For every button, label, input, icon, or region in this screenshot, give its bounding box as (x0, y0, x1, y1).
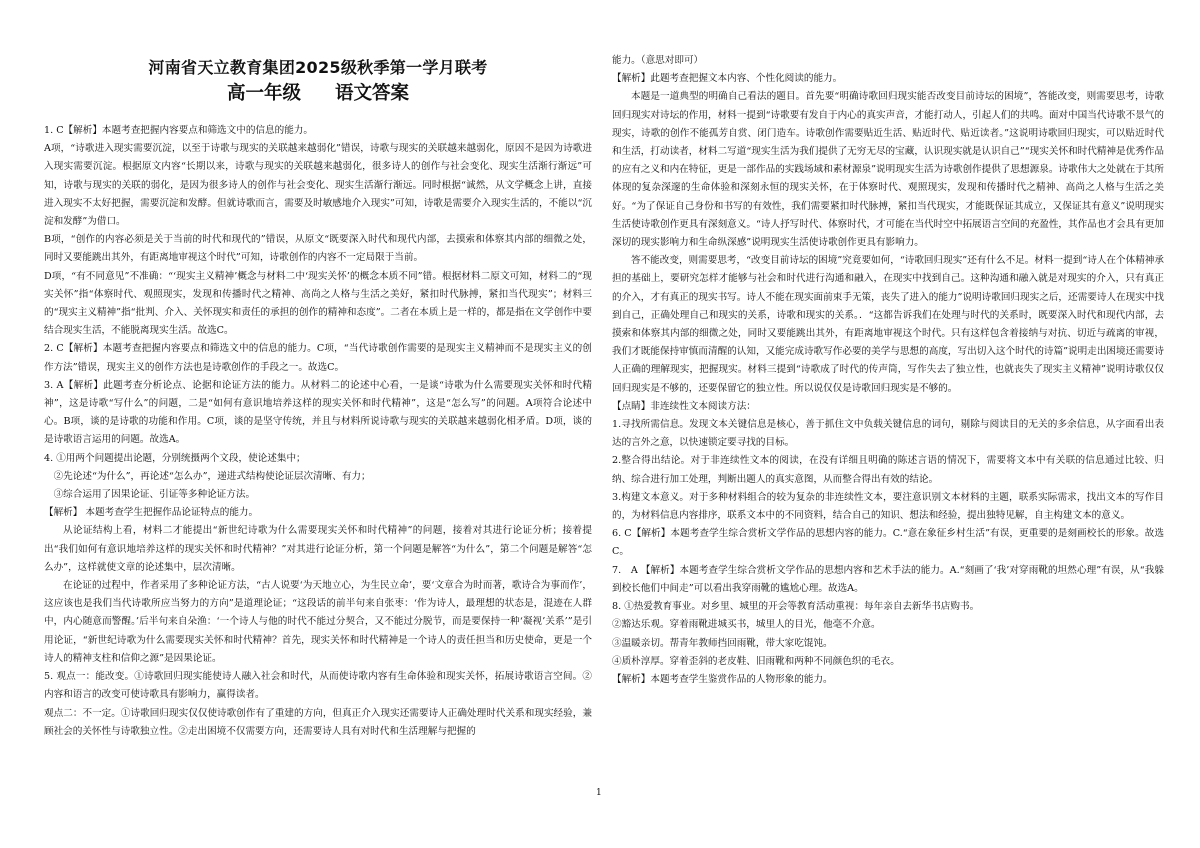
answer-paragraph: 【点睛】非连续性文本阅读方法： (612, 400, 756, 412)
right-column (612, 0, 1164, 689)
answer-paragraph: 1.寻找所需信息。发现文本关键信息是核心，善于抓住文中负载关键信息的词句，剔除与阅读目的无关的多余信息，从字面看出表达的言外之意，以快速锁定要寻找的目标。 (612, 419, 1164, 449)
answer-paragraph: 【解析】本题考查学生鉴赏作品的人物形象的能力。 (612, 673, 833, 685)
left-column (44, 0, 592, 741)
answer-paragraph: 8. ①热爱教育事业。对乡里、城里的开会等教育活动重视：每年亲自去新华书店购书。 (612, 601, 980, 613)
answer-paragraph: 观点二：不一定。①诗歌回归现实仅仅使诗歌创作有了重建的方向，但真正介入现实还需要诗人正确处理时代关系和现实经验，兼顾社会的关怀性与诗歌独立性。②走出困境不仅需要方向，还需要诗人具有对时代和生活理解与把握的 (44, 707, 592, 737)
exam-title: 河南省天立教育集团2025级秋季第一学月联考 (148, 58, 488, 77)
answer-paragraph: 【解析】此题考查把握文本内容、个性化阅读的能力。 (612, 73, 843, 85)
answer-paragraph: 能力。（意思对即可） (612, 55, 704, 66)
answer-paragraph: 2. C【解析】本题考查把握内容要点和筛选文中的信息的能力。C项，“当代诗歌创作需要的是现实主义精神而不是现实主义的创作方法”错误，现实主义的创作方法也是诗歌创作的手段之一。故选C。 (44, 343, 592, 373)
left-body (44, 122, 592, 741)
answer-paragraph: A项，“诗歌进入现实需要沉淀，以至于诗歌与现实的关联越来越弱化”错误，诗歌与现实的关联越来越弱化，原因不是因为诗歌进入现实需要沉淀。根据原文内容“长期以来，诗歌与现实的关联越来越弱化，很多诗人的创作与社会变化、现实生活渐行渐远”可知，诗歌与现实的关联的弱化，是因为很多诗人的创作与社会变化、现实生活渐行渐远。同时根据“诚然，从文学概念上讲，直接进入现实不太好把握，需要沉淀和发酵。但就诗歌而言，需要及时敏感地介入现实”可知，诗歌是需要介入现实生活的，不能以“沉淀和发酵”为借口。 (44, 143, 592, 228)
answer-paragraph: ④质朴淳厚。穿着歪斜的老皮鞋、旧雨靴和两种不同颜色织的毛衣。 (612, 655, 900, 667)
page-number: 1 (596, 788, 602, 798)
answer-paragraph: 1. C【解析】本题考查把握内容要点和筛选文中的信息的能力。 (44, 125, 313, 136)
answer-paragraph: 答不能改变，则需要思考，“改变目前诗坛的困境”究竟要如何，“诗歌回归现实”还有什么不足。材料一提到“诗人在个体精神承担的基础上，要研究怎样才能够与社会和时代进行沟通和融入，在现实中找到自己。这种沟通和融入就是对现实的介入，只有真正的介入，才有真正的现实书写。诗人不能在现实面前束手无策，丧失了进入的能力”说明诗歌回归现实之后，还需要诗人在现实中找到自己，正确处理自己和现实的关系，诗歌和现实的关系。．“这都告诉我们在处理与时代的关系时，既要深入时代和现代内部，去摸索和体察其内部的细微之处，同时又要能跳出其外，有距离地审视这个时代。只有这样包含着接纳与对抗、切近与疏离的审视，我们才既能保持审慎而清醒的认知，又能完成诗歌写作必要的美学与思想的高度，写出切入这个时代的诗篇”说明走出困境还需要诗人正确的理解现实，把握现实。材料三提到“诗歌成了时代的传声筒，写作失去了独立性，也就丧失了现实主义精神”说明诗歌仅仅回归现实是不够的，还要保留它的独立性。所以说仅仅是诗歌回归现实是不够的。 (612, 255, 1164, 394)
answer-paragraph: 4. ①用两个问题提出论题，分别统摄两个文段，使论述集中； (44, 452, 306, 464)
answer-paragraph: 3.构建文本意义。对于多种材料组合的较为复杂的非连续性文本，要注意识别文本材料的主题，联系实际需求，找出文本的写作目的，为材料信息内容排序，联系文本中的不同资料，结合自己的知识、想法和经验，提出独特见解，自主构建文本的意义。 (612, 491, 1164, 522)
answer-paragraph: ③温暖亲切。帮青年教师挡回雨靴，带大家吃馄饨。 (612, 637, 833, 649)
answer-paragraph: 7. A 【解析】本题考查学生综合赏析文学作品的思想内容和艺术手法的能力。A.“刻画了‘我’对穿雨靴的坦然心理”有误，从“我躲到校长他们中间走”可以看出我穿雨靴的尴尬心理。故选A。 (612, 564, 1164, 594)
answer-paragraph: ③综合运用了因果论证、引证等多种论证方法。 (44, 489, 256, 501)
grade-label: 高一年级 (226, 83, 301, 104)
answer-paragraph: ②先论述“为什么”，再论述“怎么办”，递进式结构使论证层次清晰、有力； (44, 470, 371, 482)
right-body (612, 52, 1164, 689)
answer-paragraph: 5. 观点一：能改变。①诗歌回归现实能使诗人融入社会和时代，从而使诗歌内容有生命体验和现实关怀，拓展诗歌语言空间。②内容和语言的改变可使诗歌具有影响力，赢得读者。 (44, 671, 592, 701)
answer-paragraph: 本题是一道典型的明确自己看法的题目。首先要“明确诗歌回归现实能否改变目前诗坛的困境”，答能改变，则需要思考，诗歌回归现实对诗坛的作用，材料一提到“诗歌要有发自于内心的真实声音，才能打动人，引起人们的共鸣。面对中国当代诗歌不景气的现实，诗歌的创作不能孤芳自赏、闭门造车。诗歌创作需要贴近生活、贴近时代、贴近读者。”这说明诗歌回归现实，可以贴近时代和生活，打动读者，材料二写道“现实生活为我们提供了无穷无尽的宝藏，认识现实就是认识自己”“现实关怀和时代精神是优秀作品的应有之义和内在特征，更是一部作品的实践场域和素材源泉”说明现实生活为诗歌创作提供了思想源泉。诗歌伟大之处就在于其所体现的复杂深邃的生命体验和深刻永恒的现实关怀，在于体察时代、观照现实，发现和传播时代之精神、高尚之人格与生活之美好。“为了保证自己身份和书写的有效性，我们需要紧扣时代脉搏，紧扣当代现实，才能既保证其成立，又保证其有意义”说明现实生活使诗歌创作更具有深刻意义。“诗人抒写时代、体察时代，才可能在当代时空中拓展语言空间的充盈性，其作品也才会具有更加深切的现实影响力和生命纵深感”说明现实生活使诗歌创作更具有影响力。 (612, 91, 1164, 249)
answer-paragraph: D项，“有不同意见”不准确：“‘现实主义精神’概念与材料二中‘现实关怀’的概念本质不同”错。根据材料二原文可知，材料二的“现实关怀”指“体察时代、观照现实，发现和传播时代之精神、高尚之人格与生活之美好，紧扣时代脉搏，紧扣当代现实”；材料三的“现实主义精神”指“批判、介入、关怀现实和责任的承担的创作的精神和态度”。二者在本质上是一样的，都是指在文学创作中要结合现实生活，不能脱离现实生活。故选C。 (44, 270, 592, 337)
answer-paragraph: ②豁达乐观。穿着雨靴进城买书，城里人的目光，他毫不介意。 (612, 619, 881, 631)
answer-paragraph: 3. A【解析】此题考查分析论点、论据和论证方法的能力。从材料二的论述中心看，一是谈“诗歌为什么需要现实关怀和时代精神”，这是诗歌“写什么”的问题，二是“如何有意识地培养这样的现实关怀和时代精神”，这是“怎么写”的问题。A项符合论述中心。B项，谈的是诗歌的功能和作用。C项，谈的是坚守传统，并且与材料所说诗歌与现实的关联越来越弱化相矛盾。D项，谈的是诗歌语言运用的问题。故选A。 (44, 379, 592, 446)
answer-paragraph: 在论证的过程中，作者采用了多种论证方法，“古人说要‘为天地立心，为生民立命’，要‘文章合为时而著，歌诗合为事而作’，这应该也是我们当代诗歌所应当努力的方向”是道理论证；“这段话的前半句来自张枣：‘作为诗人，最理想的状态是，混迹在人群中，内心随意而警醒。’后半句来自朵渔：‘一个诗人与他的时代不能过分契合，又不能过分脱节，而是要保持一种‘凝视’关系’”是引用论证，“新世纪诗歌为什么需要现实关怀和时代精神？首先，现实关怀和时代精神是一个诗人的责任担当和历史使命，更是一个诗人的精神支柱和信仰之源”是因果论证。 (44, 580, 592, 664)
answer-paragraph: 从论证结构上看，材料二才能提出“新世纪诗歌为什么需要现实关怀和时代精神”的问题，接着对其进行论证分析；接着提出“我们如何有意识地培养这样的现实关怀和时代精神？”对其进行论证分析，第一个问题是解答“为什么”，第二个问题是解答“怎么办”，这样就使文章的论述集中，层次清晰。 (44, 525, 592, 573)
title-block (44, 58, 592, 106)
answer-paragraph: 【解析】 本题考查学生把握作品论证特点的能力。 (44, 507, 259, 519)
answer-paragraph: B项，“创作的内容必须是关于当前的时代和现代的”错误，从原文“既要深入时代和现代内部，去摸索和体察其内部的细微之处，同时又要能跳出其外，有距离地审视这个时代”可知，诗歌创作的内容不一定局限于当前。 (44, 234, 592, 264)
exam-subtitle (44, 82, 592, 106)
subject-label: 语文答案 (335, 83, 410, 104)
answer-paragraph: 6. C【解析】本题考查学生综合赏析文学作品的思想内容的能力。C.“意在象征乡村生活”有误，更重要的是刻画校长的形象。故选C。 (612, 528, 1164, 558)
answer-paragraph: 2.整合得出结论。对于非连续性文本的阅读，在没有详细且明确的陈述言语的情况下，需要将文本中有关联的信息通过比较、归纳、综合进行加工处理，判断出题人的真实意图，从而整合得出有效的结论。 (612, 455, 1164, 485)
